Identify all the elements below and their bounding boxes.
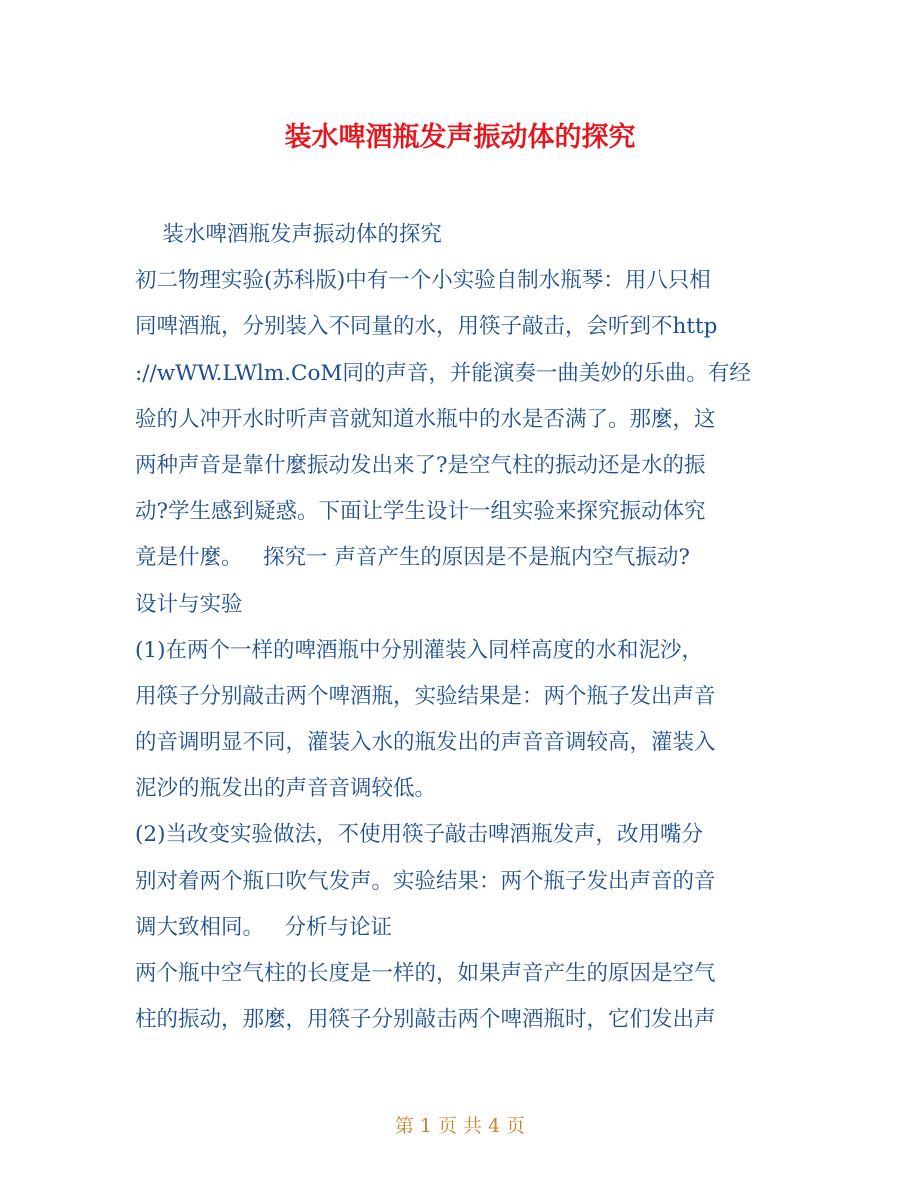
body-line: 验的人冲开水时听声音就知道水瓶中的水是否满了。那麼，这 — [135, 406, 716, 432]
body-line: (2)当改变实验做法，不使用筷子敲击啤酒瓶发声，改用嘴分 — [135, 822, 703, 848]
body-line: 别对着两个瓶口吹气发声。实验结果：两个瓶子发出声音的音 — [135, 868, 716, 894]
body-line: 同啤酒瓶，分别装入不同量的水，用筷子敲击，会听到不http — [135, 314, 718, 340]
body-line: 初二物理实验(苏科版)中有一个小实验自制水瓶琴：用八只相 — [135, 268, 711, 294]
body-line: 动?学生感到疑惑。下面让学生设计一组实验来探究振动体究 — [135, 499, 706, 525]
document-body — [135, 212, 790, 1043]
body-line: 柱的振动，那麼，用筷子分别敲击两个啤酒瓶时，它们发出声 — [135, 1007, 716, 1033]
body-line: 竟是什麼。 探究一 声音产生的原因是不是瓶内空气振动? — [135, 545, 690, 571]
body-line: 的音调明显不同，灌装入水的瓶发出的声音音调较高，灌装入 — [135, 730, 716, 756]
body-line: (1)在两个一样的啤酒瓶中分别灌装入同样高度的水和泥沙， — [135, 637, 703, 663]
body-line: 两种声音是靠什麼振动发出来了?是空气柱的振动还是水的振 — [135, 452, 706, 478]
body-line: 泥沙的瓶发出的声音音调较低。 — [135, 776, 437, 802]
body-line: ://wWW.LWlm.CoM同的声音，并能演奏一曲美妙的乐曲。有经 — [135, 360, 751, 386]
body-line: 设计与实验 — [135, 591, 243, 617]
body-line: 装水啤酒瓶发声振动体的探究 — [135, 222, 442, 247]
body-line: 调大致相同。 分析与论证 — [135, 914, 393, 940]
page-number-footer: 第 1 页 共 4 页 — [394, 1115, 526, 1137]
body-line: 用筷子分别敲击两个啤酒瓶，实验结果是：两个瓶子发出声音 — [135, 683, 716, 709]
body-line: 两个瓶中空气柱的长度是一样的，如果声音产生的原因是空气 — [135, 961, 716, 986]
document-title: 装水啤酒瓶发声振动体的探究 — [284, 122, 636, 153]
